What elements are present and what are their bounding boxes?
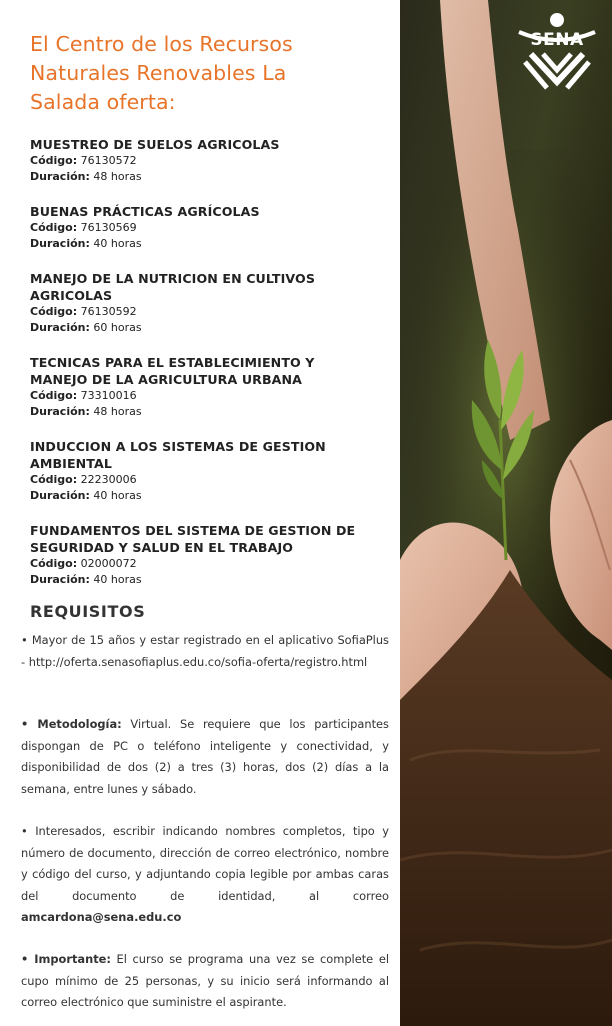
page-title: El Centro de los Recursos Naturales Renovables La Salada oferta: [30,32,293,114]
course-duration: Duración: 40 horas [30,237,142,250]
course-code: Código: 76130592 [30,305,137,318]
course-code: Código: 76130572 [30,154,137,167]
course-name: FUNDAMENTOS DEL SISTEMA DE GESTION DE SEGURIDAD Y SALUD EN EL TRABAJO [30,523,356,555]
requirement-contact: • Interesados, escribir indicando nombres completos, tipo y número de documento, dirección de correo electrónico, nombre y código del curso, y adjuntando copia legible por ambas caras del documento de identidad, al correo amcardona@sena.edu.co [21,824,389,924]
logo-head-icon [550,13,564,27]
logo-text: SENA [530,30,584,50]
course-code: Código: 02000072 [30,557,137,570]
course-code: Código: 76130569 [30,221,137,234]
course-item [30,136,370,185]
course-item [30,354,370,420]
course-duration: Duración: 40 horas [30,573,142,586]
contact-email: amcardona@sena.edu.co [21,910,182,924]
course-item [30,270,370,336]
hands-seedling-photo [400,0,612,1026]
requirements-heading: REQUISITOS [30,602,146,621]
course-item [30,203,370,252]
course-name: BUENAS PRÁCTICAS AGRÍCOLAS [30,204,260,219]
course-duration: Duración: 40 horas [30,489,142,502]
course-duration: Duración: 60 horas [30,321,142,334]
course-item [30,438,370,504]
requirement-methodology: • Metodología: Virtual. Se requiere que los participantes dispongan de PC o teléfono inteligente y conectividad, y disponibilidad de dos (2) a tres (3) horas, dos (2) días a la semana, entre lunes y sábado. [21,717,389,796]
sena-logo [517,12,597,90]
course-name: MANEJO DE LA NUTRICION EN CULTIVOS AGRICOLAS [30,271,316,303]
course-code: Código: 73310016 [30,389,137,402]
course-name: MUESTREO DE SUELOS AGRICOLAS [30,137,280,152]
requirement-important: • Importante: El curso se programa una vez se complete el cupo mínimo de 25 personas, y su inicio será informando al correo electrónico que suministre el aspirante. [21,952,389,1009]
course-name: INDUCCION A LOS SISTEMAS DE GESTION AMBIENTAL [30,439,326,471]
requirement-age: • Mayor de 15 años y estar registrado en el aplicativo SofiaPlus - http://oferta.senasofiaplus.edu.co/sofia-oferta/registro.html [21,633,389,669]
course-code: Código: 22230006 [30,473,137,486]
course-duration: Duración: 48 horas [30,405,142,418]
course-name: TECNICAS PARA EL ESTABLECIMIENTO Y MANEJO DE LA AGRICULTURA URBANA [30,355,315,387]
course-item [30,522,370,588]
course-duration: Duración: 48 horas [30,170,142,183]
